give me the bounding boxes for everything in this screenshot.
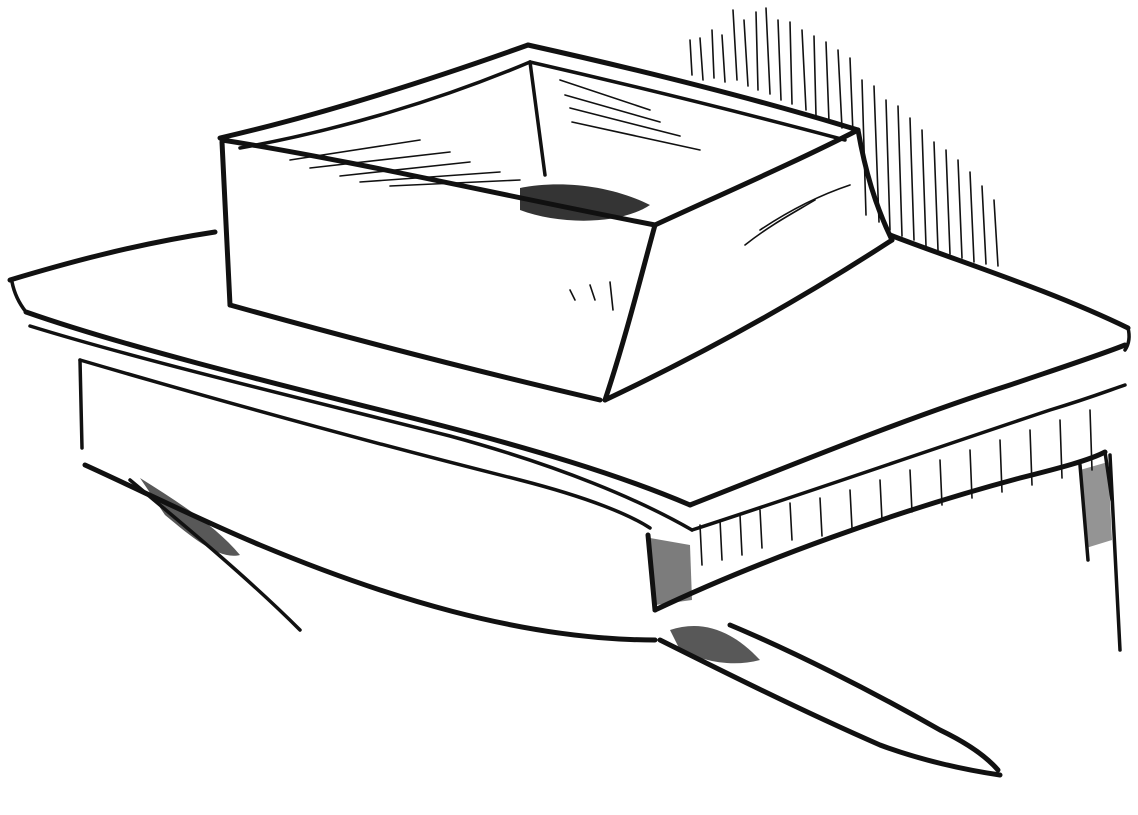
shelf-apron xyxy=(648,410,1120,650)
left-bracket xyxy=(80,360,655,640)
right-bracket xyxy=(660,625,1000,775)
shelf-top xyxy=(10,232,1129,530)
